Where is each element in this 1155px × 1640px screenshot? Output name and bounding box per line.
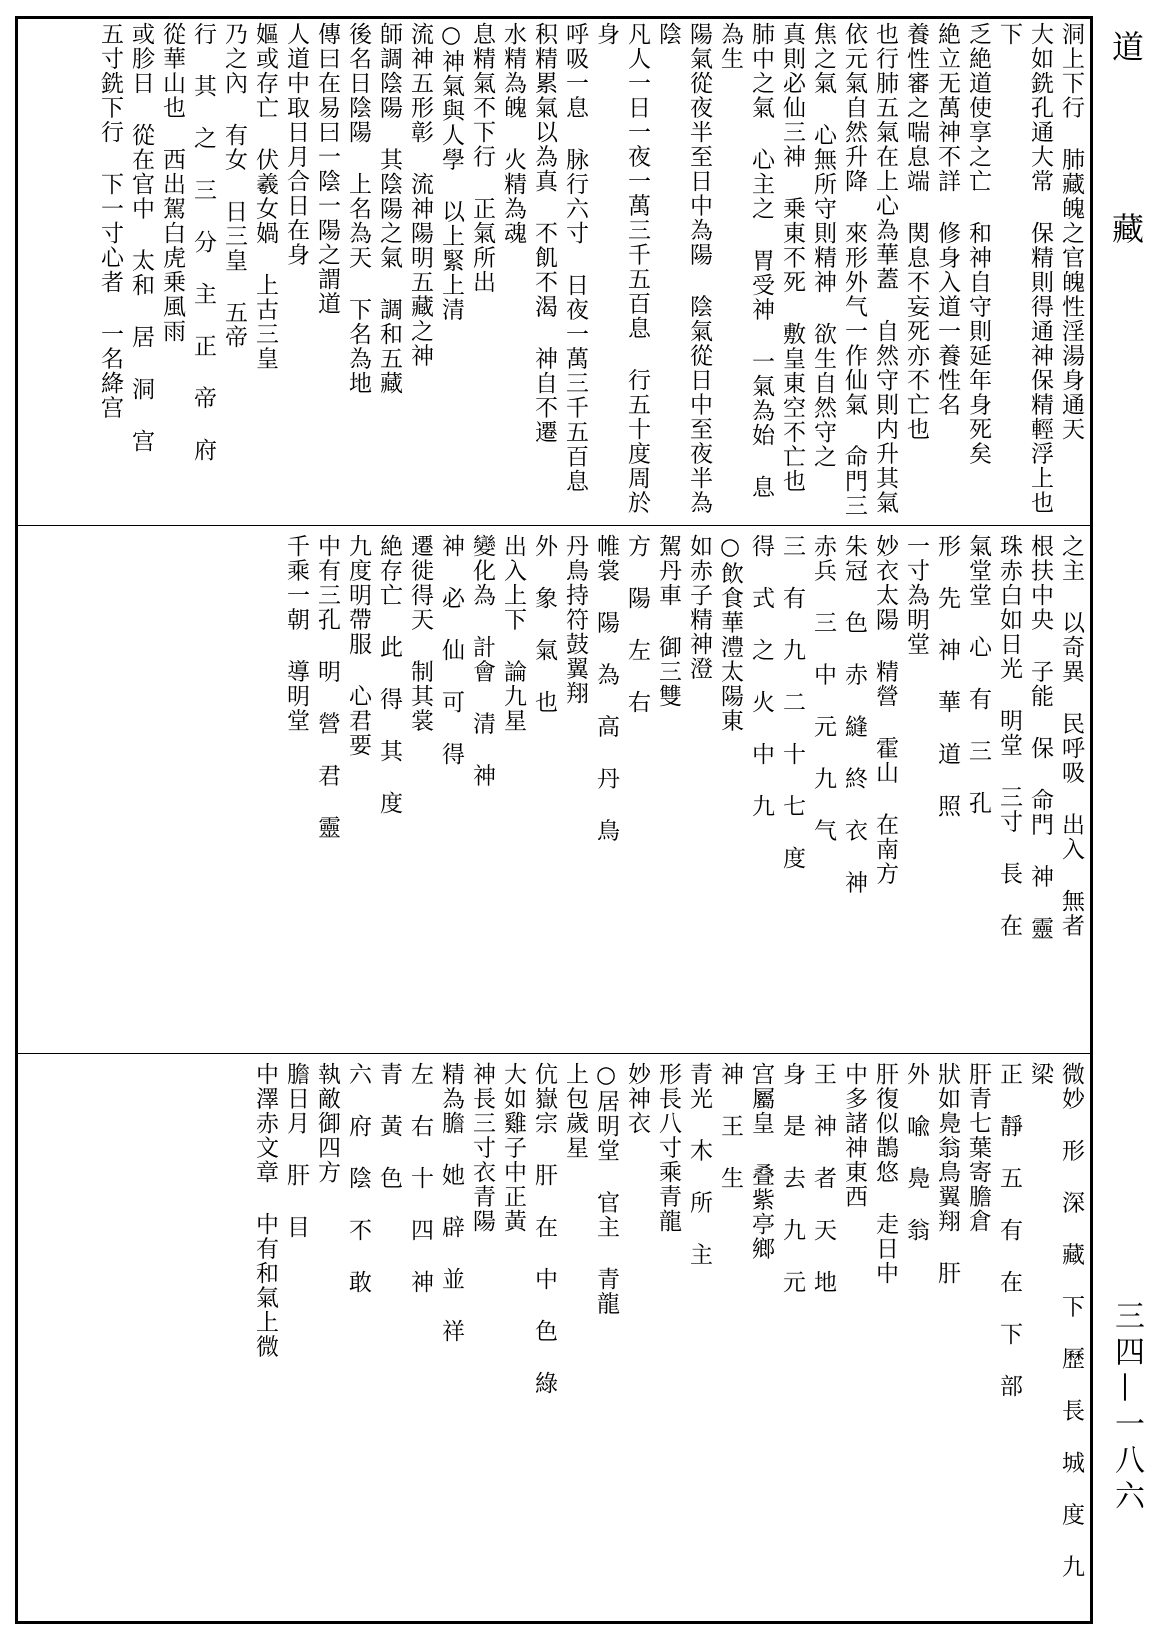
text-column: 如赤子精神澄 [686, 534, 712, 681]
band-bottom-text [22, 1062, 1086, 1617]
text-column: 乏絶道使享之亡 和神自守則延年身死矣 [965, 22, 991, 466]
text-column: 嫗或存亡 伏羲女媧 上古三皇 [252, 22, 278, 371]
text-column: 五寸銑下行 下一寸心者 一名絳宫 [97, 22, 123, 420]
text-column: 左 右 十 四 神 [407, 1062, 433, 1295]
text-column: 遷徙得天 制其裳 [407, 534, 433, 733]
text-column: 微妙 形 深 藏 下 歷 長 城 度 九 梁 [1027, 1062, 1084, 1607]
margin-title: 道藏 [1107, 30, 1145, 394]
text-column: 中澤赤文章 中有和氣上微 [252, 1062, 278, 1359]
text-column: ○居明堂 官主 青龍 [593, 1062, 619, 1316]
text-column: 伉嶽宗 肝 在 中 色 綠 [531, 1062, 557, 1396]
text-column: 帷裳 陽 為 高 丹 鳥 [593, 534, 619, 843]
text-column: 外 喩 鳧 翁 [903, 1062, 929, 1243]
band-middle-text [22, 534, 1086, 1046]
text-column: 陽氣從夜半至日中為陽 陰氣從日中至夜半為陰 [655, 22, 712, 515]
text-column: 從華山也 西出駕白虎乗風雨 [159, 22, 185, 344]
text-column: 之主 以奇異 民呼吸 出入 無者 [1058, 534, 1084, 938]
text-column: 青 黃 色 [376, 1062, 402, 1191]
text-column: 积精累氣以為真 不飢不渴 神自不遷 [531, 22, 557, 445]
text-column: 妙衣太陽 精營 霍山 在南方 [872, 534, 898, 886]
text-column: 出入上下 論九星 [500, 534, 526, 733]
text-column: 養性審之喘息端 関息不妄死亦不亡也 [903, 22, 929, 442]
text-column: 肺中之氣 心主之 胃受神 一氣為始 息為生 [717, 22, 774, 500]
text-column: 珠赤白如日光 明堂 三寸 長 在 [996, 534, 1022, 938]
text-column: 凡人一日一夜一萬三千五百息 行五十度周於身 [593, 22, 650, 515]
text-column: 身 是 去 九 元 [779, 1062, 805, 1295]
text-column: 水精為魄 火精為魂 [500, 22, 526, 246]
band-divider-2 [15, 1053, 1093, 1054]
text-column: 神長三寸衣青陽 [469, 1062, 495, 1234]
text-column: 形長八寸乘青龍 [655, 1062, 681, 1234]
text-column: 中有三孔 明 營 君 靈 [314, 534, 340, 840]
text-column: 執敵御四方 [314, 1062, 340, 1185]
text-column: 形 先 神 華 道 照 [934, 534, 960, 819]
text-column: 肝復似鵲悠 走日中 [872, 1062, 898, 1286]
page-folio: 三四—一八六 [1109, 1300, 1144, 1516]
band-top-text [22, 22, 1086, 520]
text-column: 行 其 之 三 分 主 正 帝 府 [190, 22, 216, 463]
text-column: 傳曰在易曰一陰一陽之謂道 [314, 22, 340, 316]
text-column: 息精氣不下行 正氣所出 [469, 22, 495, 295]
text-column: 一寸為明堂 [903, 534, 929, 657]
text-column: 狀如鳧翁鳥翼翔 肝 [934, 1062, 960, 1286]
text-column: 中多諸神東西 [841, 1062, 867, 1209]
text-column: 人道中取日月合日在身 [283, 22, 309, 267]
text-column: 外 象 氣 也 [531, 534, 557, 715]
text-column: 氣堂堂 心 有 三 孔 [965, 534, 991, 816]
text-column: 正 靜 五 有 在 下 部 [996, 1062, 1022, 1399]
text-column: 大如銑孔通大常 保精則得通神保精輕浮上也下 [996, 22, 1053, 515]
text-column: 呼吸一息 脉行六寸 日夜一萬三千五百息 [562, 22, 588, 494]
text-column: 或胗日 從在官中 太和 居 洞 宫 [128, 22, 154, 454]
text-column: ○神氣與人學 以上緊上清 [438, 22, 464, 322]
text-column: 宫屬皇 叠紫亭鄉 [748, 1062, 774, 1261]
text-column: 青光 木 所 主 [686, 1062, 712, 1267]
text-column: 神 必 仙 可 得 [438, 534, 464, 767]
text-column: 丹鳥持符鼓翼翔 [562, 534, 588, 706]
text-column: 朱冠 色 赤 縫 終 衣 神 [841, 534, 867, 895]
band-divider-1 [15, 525, 1093, 526]
text-column: 六 府 陰 不 敢 [345, 1062, 371, 1295]
text-column: ○飲食華澧太陽東 [717, 534, 743, 733]
text-band-top [22, 22, 1086, 520]
text-column: 絶存亡 此 得 其 度 [376, 534, 402, 816]
text-column: 三 有 九 二 十 七 度 [779, 534, 805, 871]
text-column: 王 神 者 天 地 [810, 1062, 836, 1295]
text-column: 大如雞子中正黃 [500, 1062, 526, 1234]
text-column: 絶立无萬神不詳 修身入道一養性名 [934, 22, 960, 417]
text-column: 後名日陰陽 上名為天 下名為地 [345, 22, 371, 396]
text-column: 師調陰陽 其陰陽之氣 調和五藏 [376, 22, 402, 396]
text-column: 流神五形彰 流神陽明五藏之神 [407, 22, 433, 368]
text-column: 肝青七葉寄膽倉 [965, 1062, 991, 1234]
text-column: 得 式 之 火 中 九 [748, 534, 774, 819]
text-column: 變化為 計會 清 神 [469, 534, 495, 788]
text-band-bottom [22, 1062, 1086, 1617]
text-column: 依元氣自然升降 來形外气一作仙氣 命門三焦之氣 心無所守則精神 欲生自然守之 真則必仙三神 乗東不死 敷皇東空不亡也 [779, 22, 867, 518]
text-column: 精為膽 她 辟 並 祥 [438, 1062, 464, 1344]
text-column: 赤兵 三 中 元 九 气 [810, 534, 836, 843]
text-column: 膽日月 肝 目 [283, 1062, 309, 1240]
text-column: 九度明帶服 心君要 [345, 534, 371, 758]
text-column: 方 陽 左 右 [624, 534, 650, 715]
text-band-middle [22, 534, 1086, 1046]
text-column: 神 王 生 [717, 1062, 743, 1191]
text-column: 駕丹車 御三雙 [655, 534, 681, 709]
text-column: 妙神衣 [624, 1062, 650, 1136]
text-column: 上包歲星 [562, 1062, 588, 1160]
text-column: 也行肺五氣在上心為華蓋 自然守則内升其氣 [872, 22, 898, 515]
text-column: 根扶中央 子能 保 命門 神 靈 [1027, 534, 1053, 941]
text-column: 乃之內 有女 日三皇 五帝 [221, 22, 247, 350]
text-column: 千乘一朝 導明堂 [283, 534, 309, 733]
text-column: 洞上下行 肺藏魄之官魄性淫湯身通天 [1058, 22, 1084, 442]
